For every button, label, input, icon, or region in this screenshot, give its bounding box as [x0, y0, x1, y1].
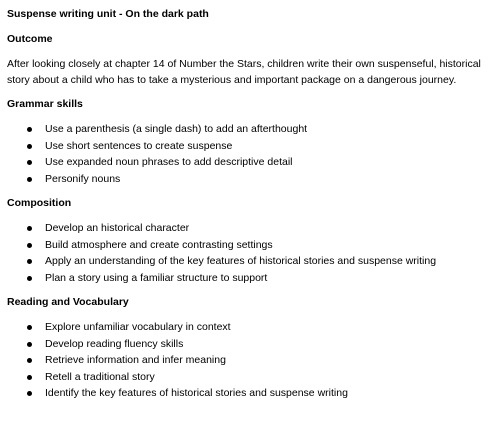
list-item	[7, 138, 493, 155]
bullet-icon	[27, 160, 32, 165]
list-item-text: Personify nouns	[45, 172, 121, 185]
outcome-heading: Outcome	[7, 33, 53, 45]
bullet-icon	[27, 342, 32, 347]
bullet-icon	[27, 226, 32, 231]
bullet-icon	[27, 177, 32, 182]
bullet-icon	[27, 358, 32, 363]
list-item	[7, 336, 493, 353]
list-item	[7, 319, 493, 336]
reading-list	[7, 319, 493, 402]
list-item-text: Plan a story using a familiar structure to support	[45, 271, 268, 284]
list-item-text: Retell a traditional story	[45, 370, 155, 383]
list-item-text: Retrieve information and infer meaning	[45, 354, 226, 366]
list-item-text: Develop reading fluency skills	[45, 337, 184, 350]
list-item	[7, 171, 493, 188]
grammar-heading: Grammar skills	[7, 98, 83, 110]
list-item	[7, 352, 493, 369]
list-item-text: Build atmosphere and create contrasting settings	[45, 238, 273, 251]
bullet-icon	[27, 391, 32, 396]
list-item-text: Explore unfamiliar vocabulary in context	[45, 321, 231, 333]
composition-heading: Composition	[7, 197, 72, 209]
bullet-icon	[27, 127, 32, 132]
list-item	[7, 220, 493, 237]
bullet-icon	[27, 375, 32, 380]
list-item	[7, 253, 493, 270]
bullet-icon	[27, 243, 32, 248]
list-item-text: Use expanded noun phrases to add descriptive detail	[45, 156, 293, 168]
list-item	[7, 237, 493, 254]
list-item	[7, 270, 493, 287]
list-item-text: Apply an understanding of the key features of historical stories and suspense writing	[45, 255, 437, 267]
list-item-text: Use a parenthesis (a single dash) to add an afterthought	[45, 123, 308, 135]
bullet-icon	[27, 259, 32, 264]
list-item	[7, 121, 493, 138]
document	[7, 6, 493, 410]
list-item-text: Use short sentences to create suspense	[45, 139, 233, 152]
outcome-paragraph: After looking closely at chapter 14 of Number the Stars, children write their own suspenseful, historical story about a child who has to take a mysterious and important package on a dangerous journey.	[7, 58, 481, 86]
grammar-list	[7, 121, 493, 187]
list-item-text: Identify the key features of historical stories and suspense writing	[45, 387, 348, 399]
list-item	[7, 369, 493, 386]
bullet-icon	[27, 144, 32, 149]
bullet-icon	[27, 276, 32, 281]
bullet-icon	[27, 325, 32, 330]
document-title: Suspense writing unit - On the dark path	[7, 8, 209, 20]
composition-list	[7, 220, 493, 286]
reading-heading: Reading and Vocabulary	[7, 296, 129, 308]
list-item	[7, 385, 493, 402]
list-item-text: Develop an historical character	[45, 222, 190, 234]
list-item	[7, 154, 493, 171]
